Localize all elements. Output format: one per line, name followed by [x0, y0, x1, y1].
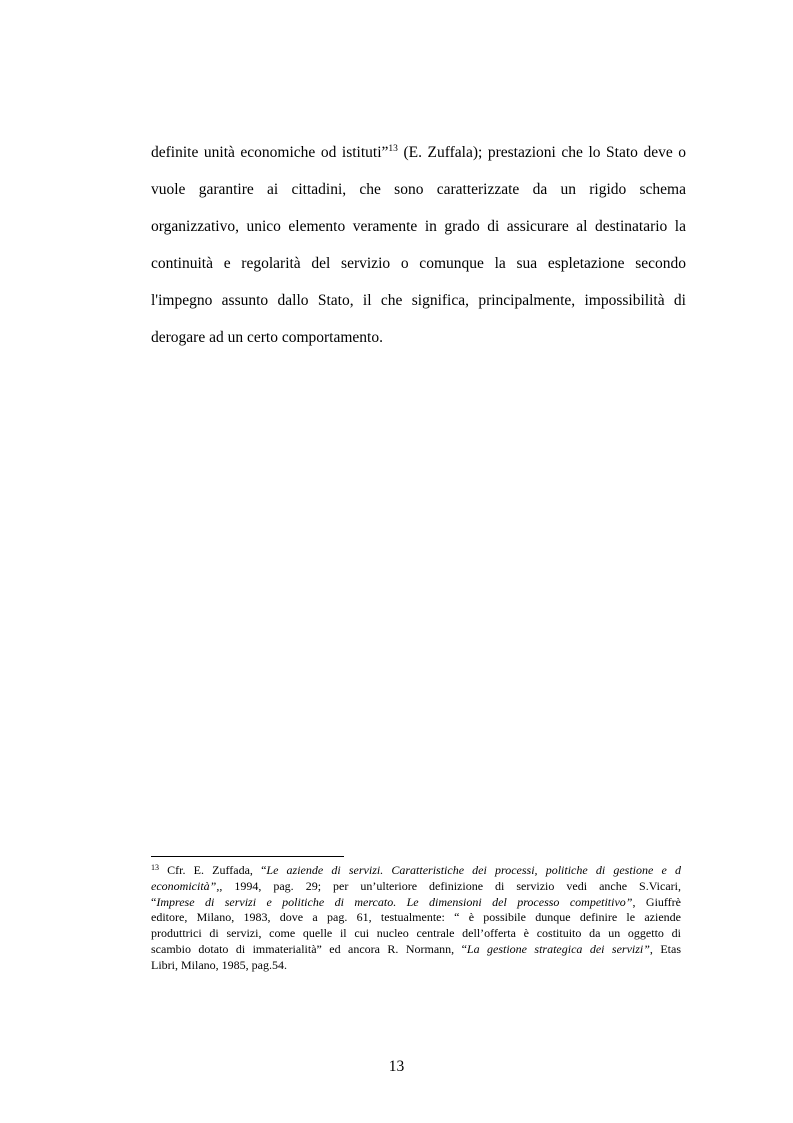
- footnote-line: [151, 879, 681, 895]
- body-paragraph: [151, 143, 686, 365]
- text-run: , 1994, pag. 29; per un’ulteriore definizione di servizio vedi anche S.Vicari,: [219, 878, 681, 893]
- paragraph-line: continuità e regolarità del servizio o comunque la sua espletazione secondo: [151, 255, 686, 272]
- paragraph-line: l'impegno assunto dallo Stato, il che significa, principalmente, impossibilità di: [151, 292, 686, 309]
- footnote: [151, 863, 681, 974]
- citation-title: Le aziende di servizi. Caratteristiche dei processi, politiche di gestione e d: [266, 863, 681, 877]
- page-number: 13: [388, 1058, 405, 1075]
- footnote-line: [151, 895, 681, 911]
- footnote-line: Libri, Milano, 1985, pag.54.: [151, 957, 287, 972]
- text-run: , Etas: [649, 941, 681, 956]
- footnote-reference[interactable]: 13: [388, 144, 398, 154]
- footnote-number: 13: [151, 863, 159, 872]
- paragraph-line: organizzativo, unico elemento veramente in grado di assicurare al destinatario la: [151, 218, 686, 235]
- footnote-line: produttrici di servizi, come quelle il cui nucleo centrale dell’offerta è costituito da un oggetto di: [151, 926, 681, 941]
- footnote-line: [151, 942, 681, 958]
- footnote-line: editore, Milano, 1983, dove a pag. 61, testualmente: “ è possibile dunque definire le aziende: [151, 910, 681, 925]
- footnote-separator: [151, 856, 344, 857]
- paragraph-line: vuole garantire ai cittadini, che sono caratterizzate da un rigido schema: [151, 181, 686, 198]
- footnote-line: [151, 863, 681, 879]
- citation-title: economicità”,: [151, 878, 220, 893]
- text-run: scambio dotato di immaterialità” ed ancora R. Normann, “: [151, 941, 467, 956]
- text-run: definite unità economiche od istituti”: [151, 144, 389, 161]
- text-run: , Giuffrè: [632, 894, 681, 909]
- paragraph-line: [151, 143, 686, 163]
- citation-title: La gestione strategica dei servizi”: [466, 941, 650, 956]
- text-run: (E. Zuffala); prestazioni che lo Stato deve o: [397, 144, 686, 161]
- citation-title: Imprese di servizi e politiche di mercato. Le dimensioni del processo competitivo”: [156, 894, 633, 909]
- text-run: Cfr. E. Zuffada, “: [159, 863, 267, 877]
- paragraph-line: derogare ad un certo comportamento.: [151, 329, 383, 346]
- text-run: “: [151, 894, 157, 909]
